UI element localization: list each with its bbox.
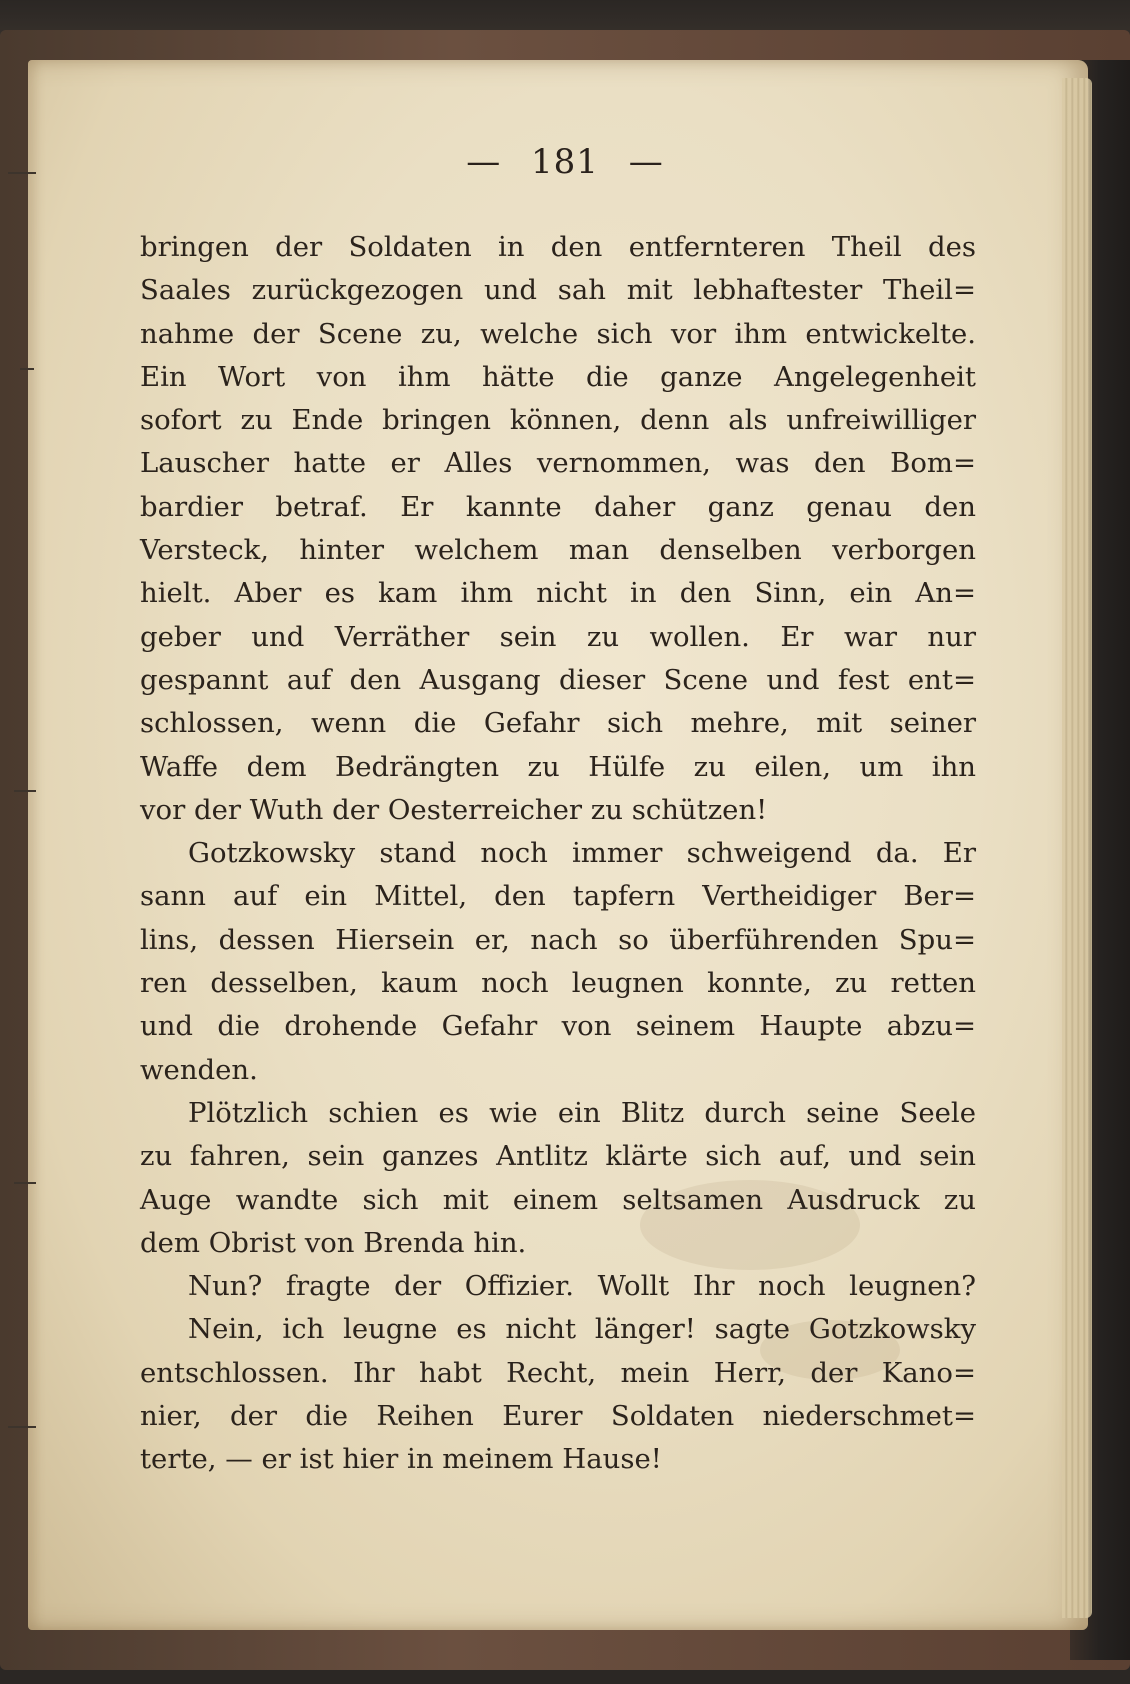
text-line: sann auf ein Mittel, den tapfern Vertheidiger Ber=	[140, 880, 976, 913]
text-line: Auge wandte sich mit einem seltsamen Ausdruck zu	[140, 1183, 976, 1216]
text-line: Lauscher hatte er Alles vernommen, was den Bom=	[140, 447, 976, 480]
text-line: entschlossen. Ihr habt Recht, mein Herr, der Kano=	[140, 1356, 976, 1389]
text-line: schlossen, wenn die Gefahr sich mehre, mit seiner	[140, 707, 976, 740]
page-number: 181	[531, 142, 599, 182]
page-edges	[1062, 78, 1092, 1618]
text-line: hielt. Aber es kam ihm nicht in den Sinn, ein An=	[140, 577, 976, 610]
text-line: sofort zu Ende bringen können, denn als unfreiwilliger	[140, 404, 976, 437]
text-line: Waffe dem Bedrängten zu Hülfe zu eilen, um ihn	[140, 750, 976, 783]
gutter-tick	[20, 368, 34, 370]
body-text	[140, 226, 976, 1482]
text-line: nahme der Scene zu, welche sich vor ihm entwickelte.	[140, 317, 976, 350]
text-line: lins, dessen Hiersein er, nach so überführenden Spu=	[140, 923, 976, 956]
text-line: ren desselben, kaum noch leugnen konnte, zu retten	[140, 967, 976, 1000]
text-line: geber und Verräther sein zu wollen. Er war nur	[140, 620, 976, 653]
gutter-tick	[14, 790, 36, 792]
text-line: Saales zurückgezogen und sah mit lebhaftester Theil=	[140, 274, 976, 307]
text-line: und die drohende Gefahr von seinem Haupte abzu=	[140, 1010, 976, 1043]
text-line: Versteck, hinter welchem man denselben verborgen	[140, 534, 976, 567]
gutter-tick	[8, 1426, 36, 1428]
text-line: Ein Wort von ihm hätte die ganze Angelegenheit	[140, 360, 976, 393]
text-line: Nun? fragte der Offizier. Wollt Ihr noch leugnen?	[188, 1270, 976, 1303]
text-line: bardier betraf. Er kannte daher ganz genau den	[140, 490, 976, 523]
gutter-marks	[0, 60, 40, 1630]
text-line: wenden.	[140, 1053, 258, 1086]
text-line: Plötzlich schien es wie ein Blitz durch seine Seele	[188, 1096, 976, 1129]
header-dash-left: —	[466, 142, 502, 182]
header-dash-right: —	[628, 142, 664, 182]
text-line: gespannt auf den Ausgang dieser Scene und fest ent=	[140, 663, 976, 696]
text-line: nier, der die Reihen Eurer Soldaten niederschmet=	[140, 1400, 976, 1433]
text-line: dem Obrist von Brenda hin.	[140, 1226, 527, 1259]
text-line: Nein, ich leugne es nicht länger! sagte Gotzkowsky	[188, 1313, 976, 1346]
gutter-tick	[14, 1182, 36, 1184]
text-line: terte, — er ist hier in meinem Hause!	[140, 1443, 662, 1476]
text-line: zu fahren, sein ganzes Antlitz klärte sich auf, und sein	[140, 1140, 976, 1173]
text-line: vor der Wuth der Oesterreicher zu schützen!	[140, 793, 768, 826]
text-line: bringen der Soldaten in den entfernteren Theil des	[140, 231, 976, 263]
text-line: Gotzkowsky stand noch immer schweigend da. Er	[188, 837, 976, 870]
page-header	[0, 142, 1130, 182]
